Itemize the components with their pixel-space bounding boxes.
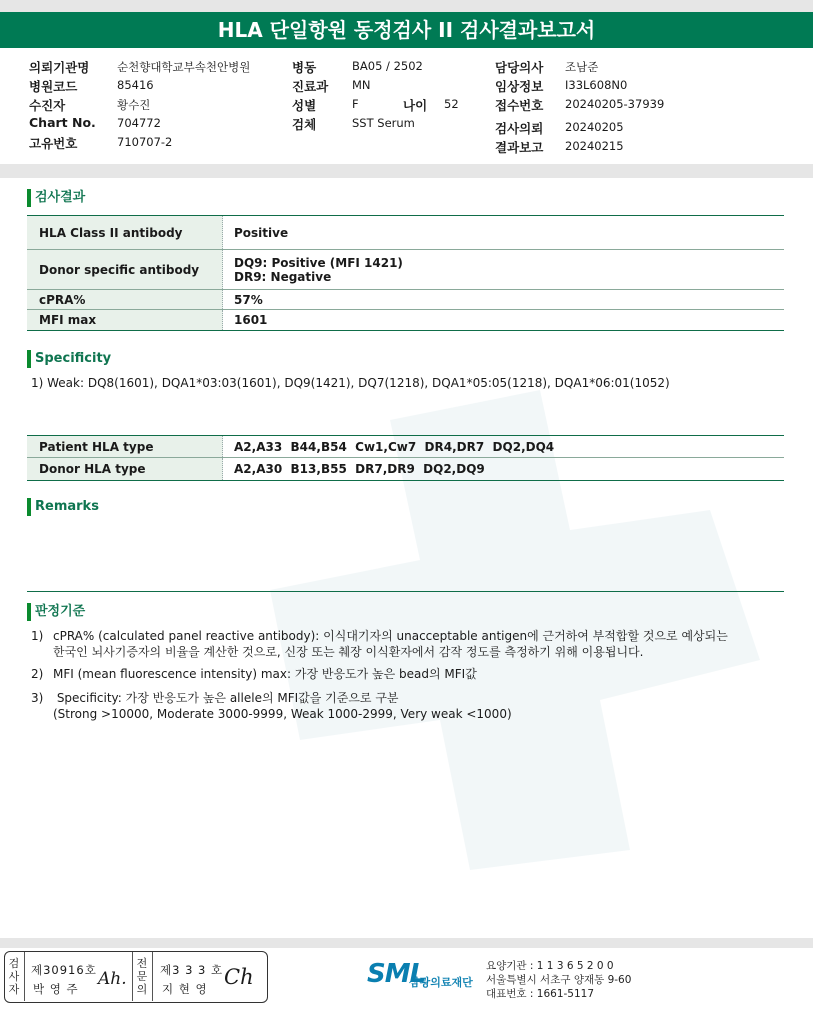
criteria-heading: 판정기준	[27, 603, 85, 621]
criteria-line: MFI (mean fluorescence intensity) max: 가장 반응도가 높은 bead의 MFI값	[53, 667, 477, 681]
mfi-max-value: 1601	[234, 313, 268, 327]
specimen-value: SST Serum	[352, 116, 415, 130]
separator-band	[0, 164, 813, 178]
table-row	[27, 216, 784, 250]
checker-license: 제3 3 3 호	[160, 963, 224, 977]
specimen-label: 검체	[292, 117, 317, 132]
org-name: 삼광의료재단	[409, 976, 473, 989]
criteria-line: (Strong >10000, Moderate 3000-9999, Weak 1000-2999, Very weak <1000)	[53, 707, 512, 721]
specificity-heading: Specificity	[27, 350, 111, 368]
clinical-info-value: I33L608N0	[565, 78, 628, 92]
class2-antibody-label: HLA Class II antibody	[27, 216, 223, 249]
table-row	[27, 458, 784, 480]
sml-logo	[367, 959, 473, 989]
checker-name: 지 현 영	[162, 982, 208, 996]
checker-signature: Ch	[224, 965, 254, 989]
tester-label: 검사자	[8, 957, 20, 996]
results-table	[27, 215, 784, 331]
chart-no-label: Chart No.	[29, 115, 96, 130]
institution-label: 의뢰기관명	[29, 60, 90, 75]
dsa-value-line2: DR9: Negative	[234, 269, 332, 284]
table-row	[27, 250, 784, 290]
clinical-info-label: 임상정보	[495, 79, 544, 94]
results-heading: 검사결과	[27, 189, 85, 207]
report-date-value: 20240215	[565, 139, 624, 153]
cpra-value: 57%	[234, 292, 263, 307]
footer-line: 대표번호 : 1661-5117	[486, 988, 595, 1000]
divider	[152, 952, 153, 1001]
unique-no-value: 710707-2	[117, 135, 173, 149]
divider	[132, 952, 133, 1001]
ward-value: BA05 / 2502	[352, 59, 423, 73]
patient-name-value: 황수진	[117, 98, 151, 112]
footer-separator	[0, 938, 813, 948]
doctor-value: 조남준	[565, 60, 599, 74]
dsa-value-line1: DQ9: Positive (MFI 1421)	[234, 255, 403, 270]
footer-line: 요양기관 : 1 1 3 6 5 2 0 0	[486, 960, 614, 972]
table-row	[27, 436, 784, 458]
footer-info	[486, 959, 631, 1001]
cpra-label: cPRA%	[27, 290, 223, 309]
mfi-max-label: MFI max	[27, 310, 223, 330]
hla-type-table	[27, 435, 784, 481]
sex-label: 성별	[292, 98, 317, 113]
criteria-rule	[27, 591, 784, 592]
signature-box	[4, 951, 268, 1003]
institution-value: 순천향대학교부속천안병원	[117, 60, 251, 74]
report-date-label: 결과보고	[495, 140, 544, 155]
donor-hla-value: A2,A30 B13,B55 DR7,DR9 DQ2,DQ9	[234, 462, 485, 476]
donor-hla-label: Donor HLA type	[27, 458, 223, 480]
patient-hla-label: Patient HLA type	[27, 436, 223, 457]
request-date-value: 20240205	[565, 120, 624, 134]
class2-antibody-value: Positive	[234, 225, 289, 240]
checker-label: 전문의	[136, 957, 148, 996]
receipt-no-value: 20240205-37939	[565, 97, 665, 111]
ward-label: 병동	[292, 60, 317, 75]
tester-signature: Ah.	[98, 969, 127, 989]
specificity-text: 1) Weak: DQ8(1601), DQA1*03:03(1601), DQ9(1421), DQ7(1218), DQA1*05:05(1218), DQA1*06:01(1052)	[31, 376, 670, 390]
dsa-label: Donor specific antibody	[27, 250, 223, 289]
table-row	[27, 290, 784, 310]
age-value: 52	[444, 97, 459, 111]
request-date-label: 검사의뢰	[495, 121, 544, 136]
unique-no-label: 고유번호	[29, 136, 78, 151]
sml-logo-mark: SML	[367, 959, 426, 989]
tester-license: 제30916호	[31, 963, 97, 977]
chart-no-value: 704772	[117, 116, 161, 130]
doctor-label: 담당의사	[495, 60, 544, 75]
divider	[24, 952, 25, 1001]
remarks-heading: Remarks	[27, 498, 99, 516]
criteria-line: Specificity: 가장 반응도가 높은 allele의 MFI값을 기준으로 구분	[53, 691, 399, 705]
sex-value: F	[352, 97, 359, 111]
top-gray-band	[0, 0, 813, 12]
patient-header	[0, 58, 813, 158]
patient-name-label: 수진자	[29, 98, 66, 113]
department-label: 진료과	[292, 79, 329, 94]
age-label: 나이	[403, 98, 428, 113]
criteria-num: 2)	[31, 667, 44, 681]
hospital-code-value: 85416	[117, 78, 154, 92]
criteria-num: 3)	[31, 691, 44, 705]
department-value: MN	[352, 78, 371, 92]
criteria-num: 1)	[31, 629, 44, 643]
criteria-line: cPRA% (calculated panel reactive antibody): 이식대기자의 unacceptable antigen에 근거하여 부적합할 것으로 예상되는	[53, 629, 728, 643]
hospital-code-label: 병원코드	[29, 79, 78, 94]
patient-hla-value: A2,A33 B44,B54 Cw1,Cw7 DR4,DR7 DQ2,DQ4	[234, 439, 555, 454]
footer-line: 서울특별시 서초구 양재동 9-60	[486, 974, 632, 986]
receipt-no-label: 접수번호	[495, 98, 544, 113]
table-row	[27, 310, 784, 330]
tester-name: 박 영 주	[33, 982, 79, 996]
criteria-line: 한국인 뇌사기증자의 비율을 계산한 것으로, 신장 또는 췌장 이식환자에서 감작 정도를 측정하기 위해 이용됩니다.	[53, 645, 644, 659]
report-title: HLA 단일항원 동정검사 II 검사결과보고서	[0, 12, 813, 48]
